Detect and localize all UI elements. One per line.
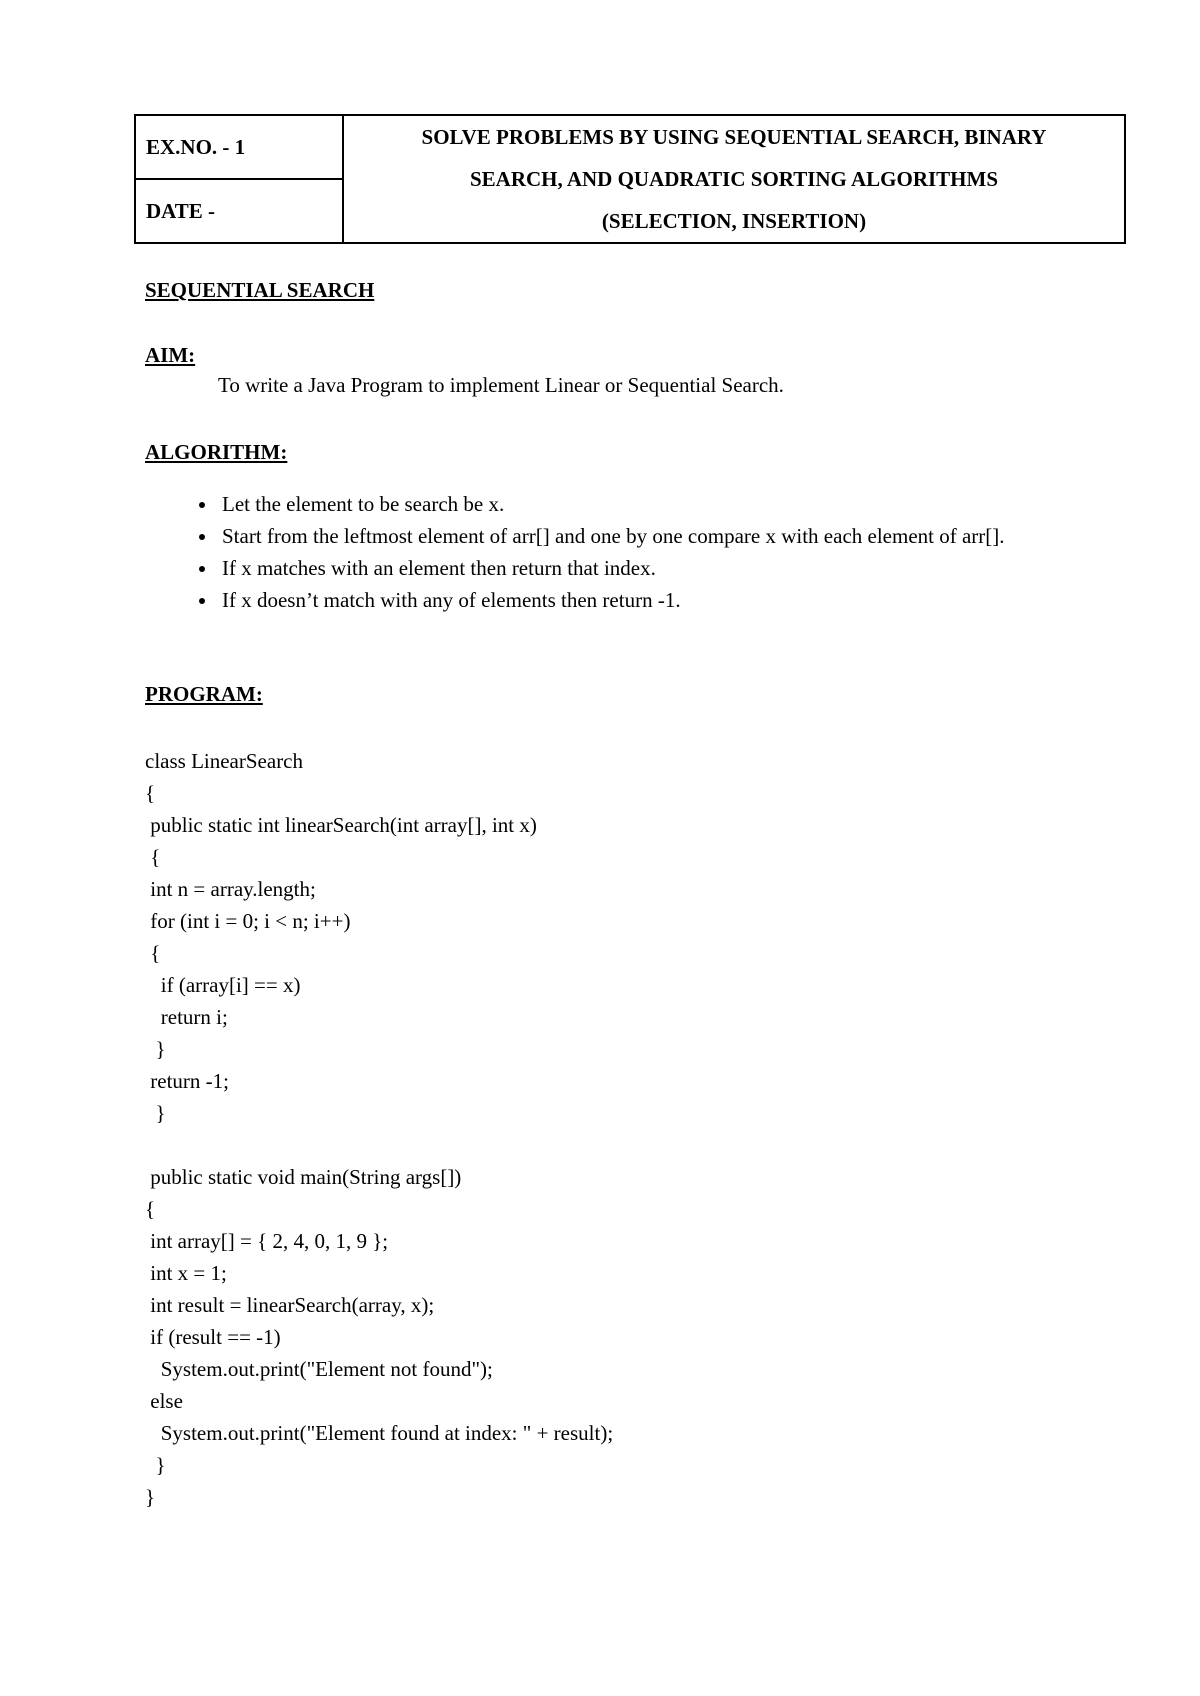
code-line: { bbox=[145, 845, 161, 869]
header-table bbox=[134, 114, 1126, 244]
code-line: } bbox=[145, 1485, 156, 1509]
exercise-title bbox=[343, 115, 1125, 243]
title-line: SOLVE PROBLEMS BY USING SEQUENTIAL SEARCH, BINARY bbox=[421, 125, 1047, 149]
algorithm-steps bbox=[188, 488, 1118, 616]
code-line bbox=[145, 1129, 613, 1161]
code-line: } bbox=[145, 1037, 166, 1061]
code-line: System.out.print("Element found at index: " + result); bbox=[145, 1421, 614, 1445]
title-line: SEARCH, AND QUADRATIC SORTING ALGORITHMS bbox=[469, 167, 999, 191]
code-line: return -1; bbox=[145, 1069, 229, 1093]
algorithm-step: • If x matches with an element then return that index. bbox=[218, 552, 1118, 584]
code-line: } bbox=[145, 1453, 166, 1477]
code-line: int array[] = { 2, 4, 0, 1, 9 }; bbox=[145, 1229, 389, 1253]
code-line: public static int linearSearch(int array[], int x) bbox=[145, 813, 537, 837]
code-line: { bbox=[145, 781, 156, 805]
aim-heading: AIM: bbox=[145, 343, 196, 367]
code-line: { bbox=[145, 941, 161, 965]
section-title: SEQUENTIAL SEARCH bbox=[145, 278, 375, 302]
code-line: int result = linearSearch(array, x); bbox=[145, 1293, 435, 1317]
code-line: { bbox=[145, 1197, 156, 1221]
code-line: System.out.print("Element not found"); bbox=[145, 1357, 493, 1381]
program-code bbox=[145, 745, 613, 1513]
aim-text: To write a Java Program to implement Linear or Sequential Search. bbox=[218, 373, 784, 397]
code-line: int n = array.length; bbox=[145, 877, 316, 901]
algorithm-step: • Start from the leftmost element of arr[] and one by one compare x with each element of arr[]. bbox=[218, 520, 1118, 552]
code-line: if (result == -1) bbox=[145, 1325, 281, 1349]
exercise-number: EX.NO. - 1 bbox=[135, 115, 343, 179]
code-line: return i; bbox=[145, 1005, 228, 1029]
program-heading: PROGRAM: bbox=[145, 682, 263, 706]
code-line: for (int i = 0; i < n; i++) bbox=[145, 909, 351, 933]
code-line: int x = 1; bbox=[145, 1261, 227, 1285]
title-line: (SELECTION, INSERTION) bbox=[601, 209, 867, 233]
algorithm-heading: ALGORITHM: bbox=[145, 440, 288, 464]
code-line: } bbox=[145, 1101, 166, 1125]
code-line: class LinearSearch bbox=[145, 749, 304, 773]
date-field: DATE - bbox=[135, 179, 343, 243]
code-line: if (array[i] == x) bbox=[145, 973, 301, 997]
code-line: else bbox=[145, 1389, 183, 1413]
algorithm-step: • Let the element to be search be x. bbox=[218, 488, 1118, 520]
algorithm-step: • If x doesn’t match with any of elements then return -1. bbox=[218, 584, 1118, 616]
code-line: public static void main(String args[]) bbox=[145, 1165, 462, 1189]
